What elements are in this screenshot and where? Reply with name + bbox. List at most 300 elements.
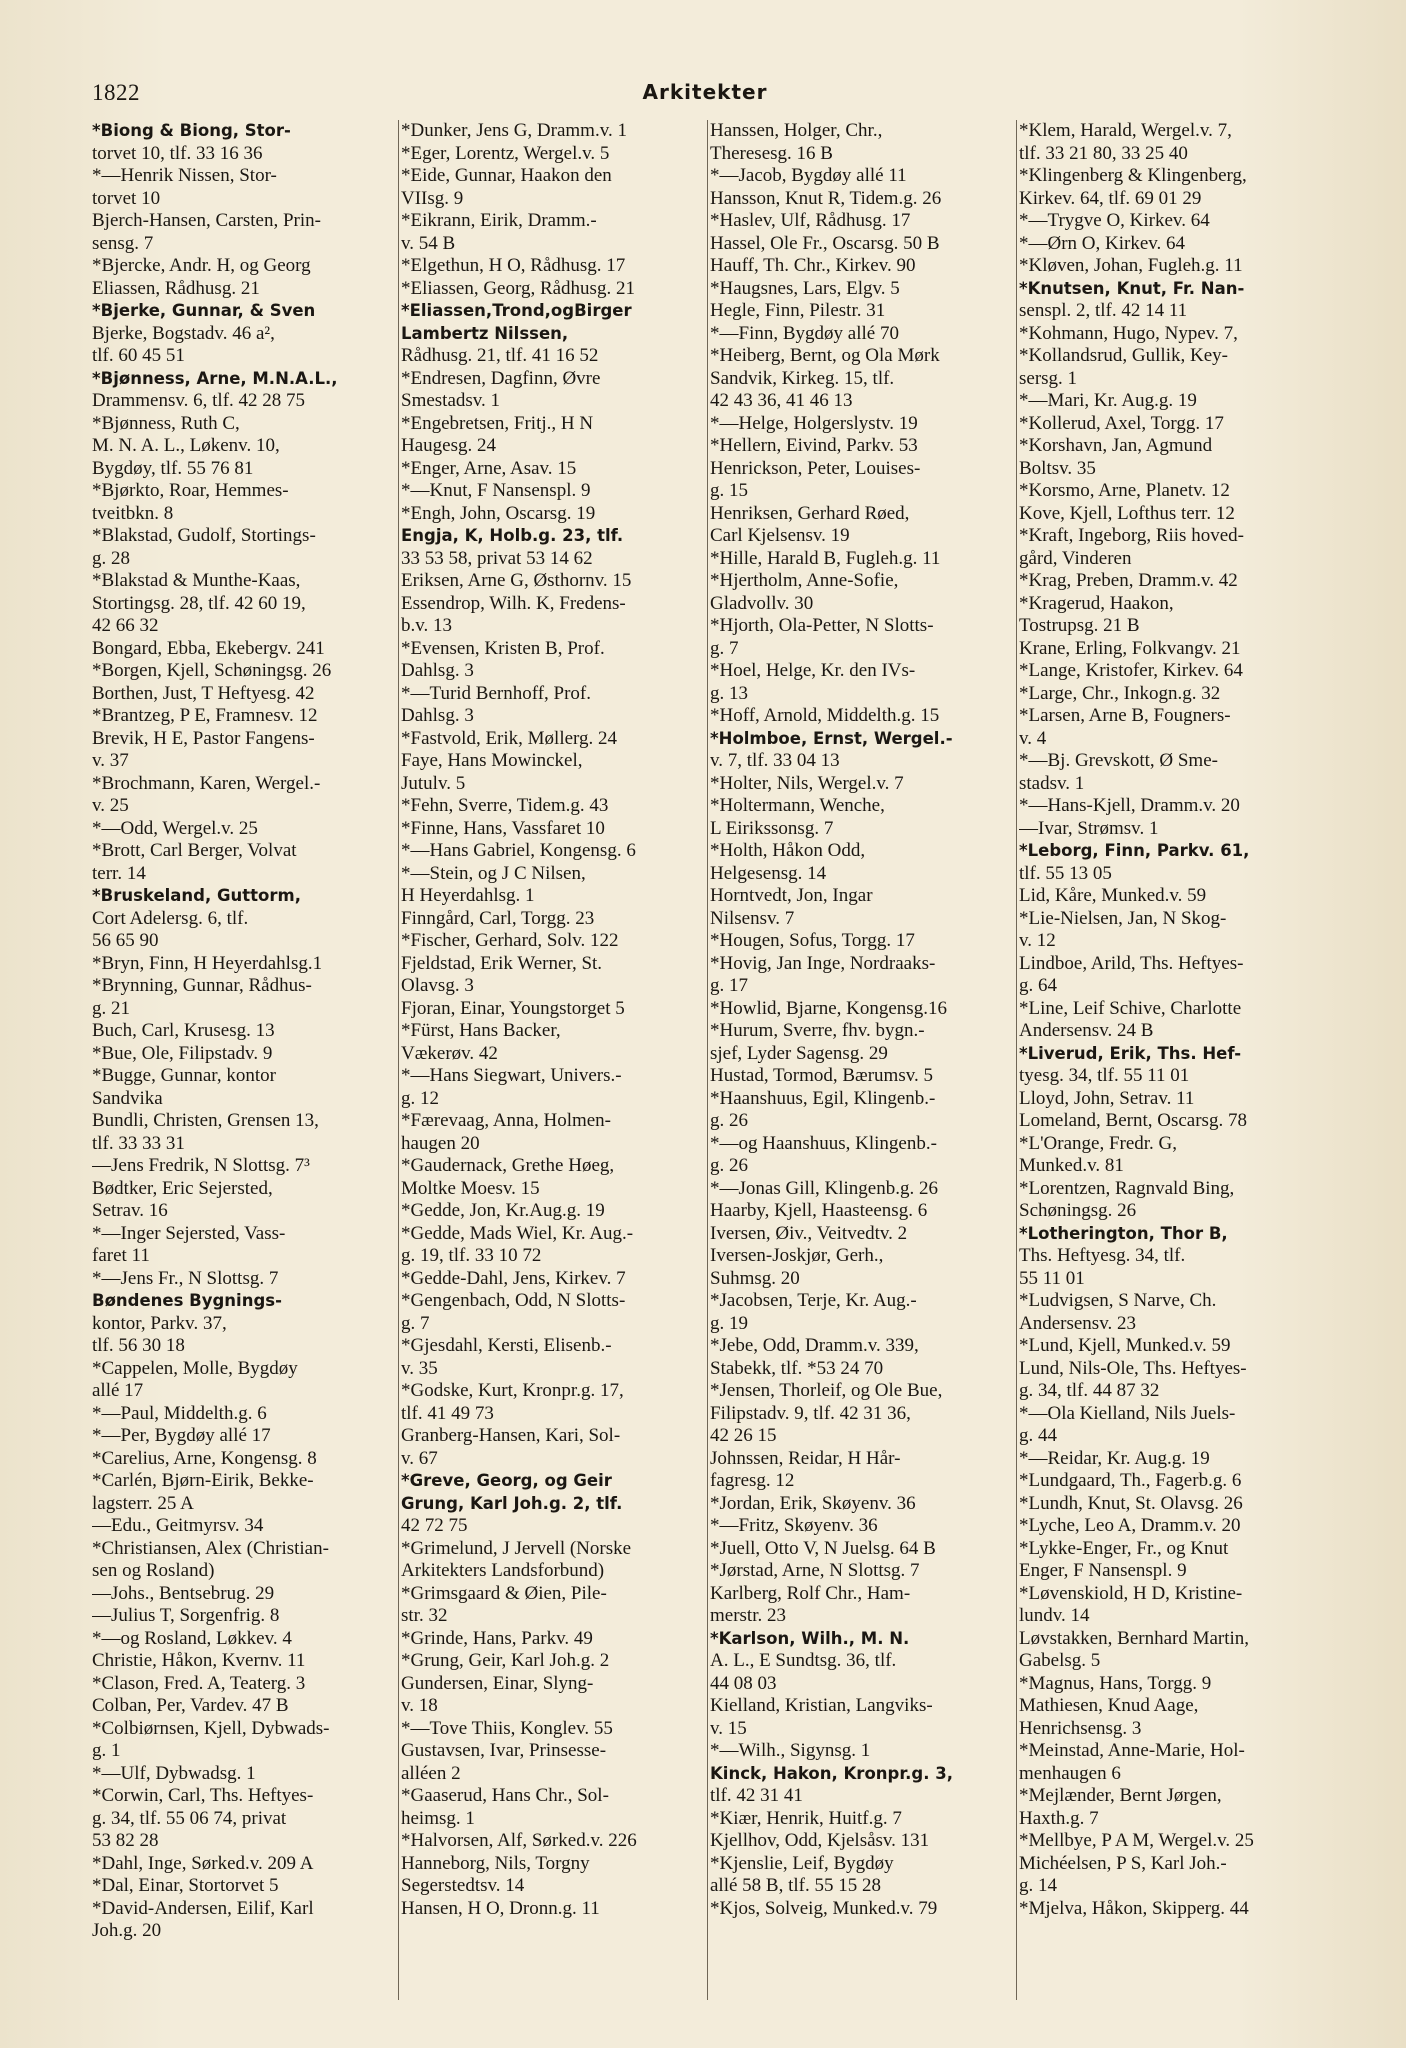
directory-entry-line: *Heiberg, Bernt, og Ola Mørk xyxy=(710,345,940,366)
directory-entry-line: g. 15 xyxy=(710,480,748,501)
directory-entry-line: *Lundh, Knut, St. Olavsg. 26 xyxy=(1019,1492,1243,1514)
directory-entry-line: haugen 20 xyxy=(401,1132,480,1154)
directory-entry-line: *Lundgaard, Th., Fagerb.g. 6 xyxy=(1019,1470,1242,1491)
directory-entry-line: Carl Kjelsensv. 19 xyxy=(710,525,850,546)
directory-entry-line: *Finne, Hans, Vassfaret 10 xyxy=(401,817,605,839)
directory-entry-line: Cort Adelersg. 6, tlf. xyxy=(92,907,249,929)
directory-entry-line: *—Odd, Wergel.v. 25 xyxy=(92,817,258,839)
directory-entry-line: Sandvika xyxy=(92,1087,163,1109)
directory-entry-line: *Gedde, Mads Wiel, Kr. Aug.- xyxy=(401,1222,634,1244)
directory-entry-line: Dahlsg. 3 xyxy=(401,705,474,726)
directory-entry-line: *Evensen, Kristen B, Prof. xyxy=(401,637,605,659)
directory-entry-line: *Lange, Kristofer, Kirkev. 64 xyxy=(1019,660,1243,681)
directory-entry-line: *Hoff, Arnold, Middelth.g. 15 xyxy=(710,705,940,726)
directory-entry-line: *—Bj. Grevskott, Ø Sme- xyxy=(1019,750,1218,771)
directory-entry-line: Gladvollv. 30 xyxy=(710,592,814,614)
directory-entry-line: v. 18 xyxy=(401,1695,438,1716)
directory-columns xyxy=(92,120,1318,2010)
directory-entry-line: allé 58 B, tlf. 55 15 28 xyxy=(710,1875,881,1896)
directory-entry-line: *Brochmann, Karen, Wergel.- xyxy=(92,772,321,794)
directory-entry-line: *Jensen, Thorleif, og Ole Bue, xyxy=(710,1380,943,1401)
directory-entry-line: Bødtker, Eric Sejersted, xyxy=(92,1177,273,1199)
directory-entry-line: Munked.v. 81 xyxy=(1019,1155,1124,1176)
directory-entry-line: Eriksen, Arne G, Østhornv. 15 xyxy=(401,570,632,591)
directory-entry-line: Lomeland, Bernt, Oscarsg. 78 xyxy=(1019,1110,1247,1131)
directory-entry-line: Tostrupsg. 21 B xyxy=(1019,615,1140,636)
directory-entry-line: *Eger, Lorentz, Wergel.v. 5 xyxy=(401,142,610,164)
directory-entry-line: *Kragerud, Haakon, xyxy=(1019,592,1174,614)
directory-entry-line: tlf. 41 49 73 xyxy=(401,1402,494,1424)
directory-entry-line: Smestadsv. 1 xyxy=(401,390,501,411)
directory-entry-line: Lid, Kåre, Munked.v. 59 xyxy=(1019,885,1207,906)
directory-entry-line: Lund, Nils-Ole, Ths. Heftyes- xyxy=(1019,1357,1247,1379)
directory-entry-line: *Hellern, Eivind, Parkv. 53 xyxy=(710,435,918,456)
directory-entry-line: Boltsv. 35 xyxy=(1019,457,1096,479)
directory-entry-line: *Holter, Nils, Wergel.v. 7 xyxy=(710,772,904,794)
directory-entry-line: *—Ørn O, Kirkev. 64 xyxy=(1019,232,1186,254)
directory-entry-line: *Gengenbach, Odd, N Slotts- xyxy=(401,1290,626,1311)
directory-entry-line: *Bjerke, Gunnar, & Sven xyxy=(92,301,316,320)
directory-entry-line: —Ivar, Strømsv. 1 xyxy=(1019,817,1159,839)
directory-entry-line: *Hougen, Sofus, Torgg. 17 xyxy=(710,930,915,951)
directory-entry-line: *Løvenskiold, H D, Kristine- xyxy=(1019,1582,1243,1604)
directory-entry-line: 42 72 75 xyxy=(401,1515,468,1536)
directory-entry-line: Grung, Karl Joh.g. 2, tlf. xyxy=(401,1493,623,1513)
directory-entry-line: *Mellbye, P A M, Wergel.v. 25 xyxy=(1019,1830,1254,1851)
directory-entry-line: Kjellhov, Odd, Kjelsåsv. 131 xyxy=(710,1830,930,1851)
directory-entry-line: b.v. 13 xyxy=(401,615,453,636)
directory-entry-line: Lindboe, Arild, Ths. Heftyes- xyxy=(1019,952,1244,974)
directory-entry-line: Granberg-Hansen, Kari, Sol- xyxy=(401,1425,621,1446)
directory-entry-line: *Fischer, Gerhard, Solv. 122 xyxy=(401,930,619,951)
directory-entry-line: *Engh, John, Oscarsg. 19 xyxy=(401,502,596,524)
directory-entry-line: sersg. 1 xyxy=(1019,367,1078,389)
directory-entry-line: *Bjønness, Ruth C, xyxy=(92,412,240,434)
directory-entry-line: gård, Vinderen xyxy=(1019,547,1132,569)
directory-entry-line: Johnssen, Reidar, H Hår- xyxy=(710,1447,901,1469)
directory-entry-line: sjef, Lyder Sagensg. 29 xyxy=(710,1042,888,1064)
directory-entry-line: *Haslev, Ulf, Rådhusg. 17 xyxy=(710,210,911,231)
directory-entry-line: M. N. A. L., Løkenv. 10, xyxy=(92,435,280,456)
directory-entry-line: Hansen, H O, Dronn.g. 11 xyxy=(401,1897,600,1919)
directory-entry-line: *Gaaserud, Hans Chr., Sol- xyxy=(401,1785,609,1806)
directory-entry-line: *Lie-Nielsen, Jan, N Skog- xyxy=(1019,907,1227,929)
directory-column-4 xyxy=(1019,120,1324,2010)
directory-entry-line: —Julius T, Sorgenfrig. 8 xyxy=(92,1605,280,1626)
directory-entry-line: g. 7 xyxy=(710,637,739,659)
directory-entry-line: *Godske, Kurt, Kronpr.g. 17, xyxy=(401,1380,624,1401)
directory-entry-line: Finngård, Carl, Torgg. 23 xyxy=(401,907,595,929)
directory-entry-line: Bongard, Ebba, Ekebergv. 241 xyxy=(92,637,325,659)
directory-entry-line: *Clason, Fred. A, Teaterg. 3 xyxy=(92,1672,306,1694)
directory-entry-line: Jutulv. 5 xyxy=(401,772,466,794)
directory-entry-line: 42 26 15 xyxy=(710,1425,777,1446)
directory-entry-line: *Large, Chr., Inkogn.g. 32 xyxy=(1019,682,1221,704)
directory-entry-line: *Jordan, Erik, Skøyenv. 36 xyxy=(710,1492,916,1514)
directory-entry-line: Kielland, Kristian, Langviks- xyxy=(710,1695,933,1716)
directory-entry-line: Bøndenes Bygnings- xyxy=(92,1291,282,1310)
directory-entry-line: *—Per, Bygdøy allé 17 xyxy=(92,1425,271,1446)
directory-entry-line: *Hoel, Helge, Kr. den IVs- xyxy=(710,660,916,681)
directory-entry-line: *Klem, Harald, Wergel.v. 7, xyxy=(1019,120,1232,141)
directory-entry-line: *Bruskeland, Guttorm, xyxy=(92,886,301,905)
page-title: Arkitekter xyxy=(642,80,768,104)
page-header xyxy=(92,80,1318,110)
directory-entry-line: *—Wilh., Sigynsg. 1 xyxy=(710,1740,871,1761)
directory-entry-line: *Gedde-Dahl, Jens, Kirkev. 7 xyxy=(401,1267,626,1289)
directory-entry-line: *Færevaag, Anna, Holmen- xyxy=(401,1110,612,1131)
directory-entry-line: 33 53 58, privat 53 14 62 xyxy=(401,547,593,569)
directory-entry-line: *L'Orange, Fredr. G, xyxy=(1019,1132,1178,1154)
directory-entry-line: *Hurum, Sverre, fhv. bygn.- xyxy=(710,1020,925,1041)
directory-entry-line: Hansson, Knut R, Tidem.g. 26 xyxy=(710,187,942,209)
directory-entry-line: *Kollandsrud, Gullik, Key- xyxy=(1019,345,1228,366)
directory-entry-line: kontor, Parkv. 37, xyxy=(92,1312,227,1334)
directory-entry-line: *Dahl, Inge, Sørked.v. 209 A xyxy=(92,1852,314,1874)
directory-entry-line: Bygdøy, tlf. 55 76 81 xyxy=(92,457,254,479)
directory-entry-line: Segerstedtsv. 14 xyxy=(401,1875,525,1896)
directory-entry-line: *Gjesdahl, Kersti, Elisenb.- xyxy=(401,1335,612,1356)
directory-entry-line: g. 19, tlf. 33 10 72 xyxy=(401,1245,542,1266)
directory-entry-line: 53 82 28 xyxy=(92,1830,159,1851)
directory-entry-line: *—Ulf, Dybwadsg. 1 xyxy=(92,1762,256,1784)
directory-entry-line: *Lyche, Leo A, Dramm.v. 20 xyxy=(1019,1515,1241,1536)
directory-entry-line: Theresesg. 16 B xyxy=(710,142,833,164)
page-number: 1822 xyxy=(92,80,140,105)
directory-entry-line: *—Henrik Nissen, Stor- xyxy=(92,165,277,186)
directory-entry-line: Borthen, Just, T Heftyesg. 42 xyxy=(92,682,315,704)
directory-entry-line: *—Hans Gabriel, Kongensg. 6 xyxy=(401,840,636,861)
directory-entry-line: Faye, Hans Mowinckel, xyxy=(401,750,583,771)
directory-entry-line: *Grimsgaard & Øien, Pile- xyxy=(401,1582,607,1604)
directory-entry-line: *—Tove Thiis, Konglev. 55 xyxy=(401,1717,613,1739)
directory-entry-line: g. 14 xyxy=(1019,1875,1057,1896)
directory-entry-line: sen og Rosland) xyxy=(92,1560,215,1581)
directory-entry-line: *Bugge, Gunnar, kontor xyxy=(92,1065,276,1086)
directory-entry-line: Stortingsg. 28, tlf. 42 60 19, xyxy=(92,592,306,614)
directory-entry-line: *Blakstad, Gudolf, Stortings- xyxy=(92,525,316,546)
directory-entry-line: *Lund, Kjell, Munked.v. 59 xyxy=(1019,1335,1231,1356)
directory-entry-line: *—Trygve O, Kirkev. 64 xyxy=(1019,210,1210,231)
directory-entry-line: torvet 10, tlf. 33 16 36 xyxy=(92,142,263,164)
directory-entry-line: *Bue, Ole, Filipstadv. 9 xyxy=(92,1042,273,1064)
directory-entry-line: terr. 14 xyxy=(92,862,146,884)
directory-entry-line: g. 44 xyxy=(1019,1425,1057,1446)
directory-entry-line: v. 12 xyxy=(1019,930,1056,951)
directory-entry-line: *Grinde, Hans, Parkv. 49 xyxy=(401,1627,593,1649)
directory-entry-line: *—Reidar, Kr. Aug.g. 19 xyxy=(1019,1447,1210,1469)
directory-entry-line: *Hovig, Jan Inge, Nordraaks- xyxy=(710,952,936,974)
directory-entry-line: *Haugsnes, Lars, Elgv. 5 xyxy=(710,277,900,299)
directory-entry-line: *Holmboe, Ernst, Wergel.- xyxy=(710,728,953,748)
directory-entry-line: *Grimelund, J Jervell (Norske xyxy=(401,1537,632,1559)
directory-entry-line: *Lykke-Enger, Fr., og Knut xyxy=(1019,1537,1229,1559)
directory-entry-line: alléen 2 xyxy=(401,1762,461,1784)
directory-entry-line: Lloyd, John, Setrav. 11 xyxy=(1019,1087,1195,1109)
directory-entry-line: *Juell, Otto V, N Juelsg. 64 B xyxy=(710,1537,936,1559)
directory-entry-line: *Ludvigsen, S Narve, Ch. xyxy=(1019,1290,1217,1311)
directory-entry-line: *Knutsen, Knut, Fr. Nan- xyxy=(1019,278,1245,298)
directory-entry-line: tlf. 42 31 41 xyxy=(710,1785,803,1806)
directory-entry-line: Christie, Håkon, Kvernv. 11 xyxy=(92,1650,306,1671)
directory-entry-line: *Halvorsen, Alf, Sørked.v. 226 xyxy=(401,1830,637,1851)
directory-entry-line: tveitbkn. 8 xyxy=(92,502,174,524)
directory-entry-line: str. 32 xyxy=(401,1605,448,1626)
directory-entry-line: *Corwin, Carl, Ths. Heftyes- xyxy=(92,1785,314,1806)
directory-entry-line: g. 21 xyxy=(92,997,130,1019)
directory-entry-line: Essendrop, Wilh. K, Fredens- xyxy=(401,592,626,614)
directory-entry-line: 42 43 36, 41 46 13 xyxy=(710,390,853,411)
directory-entry-line: tlf. 33 21 80, 33 25 40 xyxy=(1019,142,1188,164)
directory-entry-line: Eliassen, Rådhusg. 21 xyxy=(92,277,260,299)
directory-entry-line: *Hille, Harald B, Fugleh.g. 11 xyxy=(710,547,941,569)
directory-entry-line: Iversen-Joskjør, Gerh., xyxy=(710,1245,884,1266)
directory-entry-line: *Brynning, Gunnar, Rådhus- xyxy=(92,975,312,996)
directory-entry-line: *Haanshuus, Egil, Klingenb.- xyxy=(710,1087,936,1109)
directory-entry-line: Hanneborg, Nils, Torgny xyxy=(401,1852,590,1874)
directory-entry-line: Suhmsg. 20 xyxy=(710,1267,800,1289)
directory-entry-line: *Eide, Gunnar, Haakon den xyxy=(401,165,612,186)
directory-entry-line: g. 28 xyxy=(92,547,130,569)
directory-entry-line: tlf. 56 30 18 xyxy=(92,1335,185,1356)
directory-entry-line: Løvstakken, Bernhard Martin, xyxy=(1019,1627,1250,1649)
directory-entry-line: A. L., E Sundtsg. 36, tlf. xyxy=(710,1650,897,1671)
directory-entry-line: *Kiær, Henrik, Huitf.g. 7 xyxy=(710,1807,902,1829)
directory-entry-line: Drammensv. 6, tlf. 42 28 75 xyxy=(92,390,306,411)
directory-entry-line: menhaugen 6 xyxy=(1019,1762,1121,1784)
directory-entry-line: Gabelsg. 5 xyxy=(1019,1650,1101,1671)
directory-entry-line: *Kohmann, Hugo, Nypev. 7, xyxy=(1019,322,1238,344)
directory-entry-line: *—Finn, Bygdøy allé 70 xyxy=(710,322,899,344)
directory-entry-line: *—Hans-Kjell, Dramm.v. 20 xyxy=(1019,795,1240,816)
directory-entry-line: g. 34, tlf. 44 87 32 xyxy=(1019,1380,1160,1401)
directory-entry-line: *Dal, Einar, Stortorvet 5 xyxy=(92,1875,279,1896)
directory-entry-line: senspl. 2, tlf. 42 14 11 xyxy=(1019,300,1188,321)
directory-entry-line: *Holth, Håkon Odd, xyxy=(710,840,866,861)
directory-entry-line: g. 64 xyxy=(1019,975,1057,996)
directory-entry-line: *—Turid Bernhoff, Prof. xyxy=(401,682,592,704)
directory-entry-line: *Brantzeg, P E, Framnesv. 12 xyxy=(92,705,318,726)
directory-entry-line: v. 7, tlf. 33 04 13 xyxy=(710,750,840,771)
directory-entry-line: Vækerøv. 42 xyxy=(401,1042,498,1064)
directory-entry-line: lundv. 14 xyxy=(1019,1605,1090,1626)
directory-entry-line: *Blakstad & Munthe-Kaas, xyxy=(92,570,301,591)
directory-entry-line: *Karlson, Wilh., M. N. xyxy=(710,1628,910,1648)
directory-entry-line: v. 25 xyxy=(92,795,129,816)
directory-entry-line: *Gedde, Jon, Kr.Aug.g. 19 xyxy=(401,1200,605,1221)
directory-entry-line: *Kraft, Ingeborg, Riis hoved- xyxy=(1019,525,1244,546)
directory-entry-line: tlf. 33 33 31 xyxy=(92,1132,185,1154)
directory-entry-line: *Carelius, Arne, Kongensg. 8 xyxy=(92,1447,317,1469)
directory-entry-line: *Howlid, Bjarne, Kongensg.16 xyxy=(710,997,947,1019)
directory-entry-line: *—og Rosland, Løkkev. 4 xyxy=(92,1627,292,1649)
directory-entry-line: 44 08 03 xyxy=(710,1672,777,1694)
directory-entry-line: sensg. 7 xyxy=(92,232,154,254)
directory-entry-line: Lambertz Nilssen, xyxy=(401,323,569,343)
directory-entry-line: g. 26 xyxy=(710,1110,748,1131)
directory-entry-line: *Colbiørnsen, Kjell, Dybwads- xyxy=(92,1717,330,1739)
directory-entry-line: v. 67 xyxy=(401,1447,438,1469)
directory-entry-line: *Carlén, Bjørn-Eirik, Bekke- xyxy=(92,1470,314,1491)
directory-entry-line: stadsv. 1 xyxy=(1019,772,1085,794)
directory-entry-line: *—Fritz, Skøyenv. 36 xyxy=(710,1515,878,1536)
directory-entry-line: *Holtermann, Wenche, xyxy=(710,795,885,816)
directory-entry-line: *—Stein, og J C Nilsen, xyxy=(401,862,586,884)
directory-entry-line: Bundli, Christen, Grensen 13, xyxy=(92,1110,319,1131)
directory-entry-line: *Bjørkto, Roar, Hemmes- xyxy=(92,480,289,501)
directory-entry-line: *—Helge, Holgerslystv. 19 xyxy=(710,412,918,434)
directory-entry-line: Horntvedt, Jon, Ingar xyxy=(710,885,873,906)
directory-entry-line: *Hjertholm, Anne-Sofie, xyxy=(710,570,899,591)
directory-entry-line: *Jørstad, Arne, N Slottsg. 7 xyxy=(710,1560,920,1581)
directory-entry-line: *Hjorth, Ola-Petter, N Slotts- xyxy=(710,615,934,636)
directory-entry-line: *Brott, Carl Berger, Volvat xyxy=(92,840,297,861)
directory-entry-line: Henrickson, Peter, Louises- xyxy=(710,457,921,479)
directory-entry-line: lagsterr. 25 A xyxy=(92,1492,194,1514)
directory-entry-line: Dahlsg. 3 xyxy=(401,660,474,681)
directory-entry-line: *Fürst, Hans Backer, xyxy=(401,1020,561,1041)
directory-entry-line: Hanssen, Holger, Chr., xyxy=(710,120,883,141)
directory-entry-line: *Borgen, Kjell, Schøningsg. 26 xyxy=(92,660,332,681)
directory-entry-line: Bjerke, Bogstadv. 46 a², xyxy=(92,322,275,344)
directory-entry-line: Colban, Per, Vardev. 47 B xyxy=(92,1695,289,1716)
directory-entry-line: torvet 10 xyxy=(92,187,161,209)
directory-entry-line: *—Jacob, Bygdøy allé 11 xyxy=(710,165,907,186)
directory-entry-line: g. 26 xyxy=(710,1155,748,1176)
directory-entry-line: Joh.g. 20 xyxy=(92,1920,162,1941)
directory-entry-line: fagresg. 12 xyxy=(710,1470,795,1491)
directory-entry-line: Mathiesen, Knud Aage, xyxy=(1019,1695,1199,1716)
directory-entry-line: 55 11 01 xyxy=(1019,1267,1085,1289)
directory-entry-line: tlf. 60 45 51 xyxy=(92,345,185,366)
directory-entry-line: Engja, K, Holb.g. 23, tlf. xyxy=(401,526,624,545)
directory-entry-line: *Bjercke, Andr. H, og Georg xyxy=(92,255,311,276)
directory-entry-line: *Elgethun, H O, Rådhusg. 17 xyxy=(401,255,626,276)
directory-entry-line: *Eikrann, Eirik, Dramm.- xyxy=(401,210,597,231)
directory-entry-line: Haxth.g. 7 xyxy=(1019,1807,1099,1829)
directory-entry-line: Hegle, Finn, Pilestr. 31 xyxy=(710,300,886,321)
directory-entry-line: 42 66 32 xyxy=(92,615,159,636)
directory-entry-line: *—Paul, Middelth.g. 6 xyxy=(92,1402,267,1424)
directory-column-2 xyxy=(401,120,706,2010)
directory-entry-line: Haarby, Kjell, Haasteensg. 6 xyxy=(710,1200,928,1221)
directory-entry-line: Hustad, Tormod, Bærumsv. 5 xyxy=(710,1065,933,1086)
directory-entry-line: g. 13 xyxy=(710,682,748,704)
directory-entry-line: Buch, Carl, Krusesg. 13 xyxy=(92,1020,275,1041)
directory-entry-line: Filipstadv. 9, tlf. 42 31 36, xyxy=(710,1402,911,1424)
directory-entry-line: g. 19 xyxy=(710,1312,748,1334)
directory-entry-line: *Leborg, Finn, Parkv. 61, xyxy=(1019,841,1250,860)
directory-entry-line: *Mejlænder, Bernt Jørgen, xyxy=(1019,1785,1222,1806)
directory-entry-line: v. 15 xyxy=(710,1717,747,1739)
directory-entry-line: v. 37 xyxy=(92,750,129,771)
directory-entry-line: Arkitekters Landsforbund) xyxy=(401,1560,605,1581)
directory-entry-line: *Jebe, Odd, Dramm.v. 339, xyxy=(710,1335,919,1356)
directory-entry-line: *—Inger Sejersted, Vass- xyxy=(92,1222,286,1244)
column-divider xyxy=(1016,120,1017,2000)
directory-entry-line: g. 12 xyxy=(401,1087,439,1109)
directory-entry-line: H Heyerdahlsg. 1 xyxy=(401,885,535,906)
directory-entry-line: Hauff, Th. Chr., Kirkev. 90 xyxy=(710,255,916,276)
directory-entry-line: Helgesensg. 14 xyxy=(710,862,827,884)
directory-entry-line: v. 4 xyxy=(1019,727,1047,749)
directory-entry-line: *Fastvold, Erik, Møllerg. 24 xyxy=(401,727,618,749)
directory-entry-line: Schøningsg. 26 xyxy=(1019,1200,1137,1221)
directory-entry-line: *Christiansen, Alex (Christian- xyxy=(92,1537,329,1559)
directory-entry-line: *Endresen, Dagfinn, Øvre xyxy=(401,367,601,389)
directory-entry-line: *Eliassen, Georg, Rådhusg. 21 xyxy=(401,277,635,299)
column-divider xyxy=(707,120,708,2000)
directory-column-3 xyxy=(710,120,1015,2010)
directory-entry-line: Brevik, H E, Pastor Fangens- xyxy=(92,727,315,749)
directory-entry-line: *—Ola Kielland, Nils Juels- xyxy=(1019,1402,1236,1424)
directory-entry-line: *—Jens Fr., N Slottsg. 7 xyxy=(92,1267,279,1289)
directory-entry-line: Andersensv. 24 B xyxy=(1019,1020,1154,1041)
directory-entry-line: *—Knut, F Nansenspl. 9 xyxy=(401,480,591,501)
directory-entry-line: *Meinstad, Anne-Marie, Hol- xyxy=(1019,1740,1245,1761)
directory-entry-line: Henriksen, Gerhard Røed, xyxy=(710,502,910,524)
directory-entry-line: *Jacobsen, Terje, Kr. Aug.- xyxy=(710,1290,917,1311)
directory-column-1 xyxy=(92,120,397,2010)
directory-entry-line: *—Mari, Kr. Aug.g. 19 xyxy=(1019,390,1197,411)
directory-entry-line: *Lotherington, Thor B, xyxy=(1019,1223,1228,1243)
directory-entry-line: *David-Andersen, Eilif, Karl xyxy=(92,1897,314,1919)
directory-entry-line: Kinck, Hakon, Kronpr.g. 3, xyxy=(710,1763,953,1783)
directory-entry-line: Michéelsen, P S, Karl Joh.- xyxy=(1019,1852,1227,1874)
directory-entry-line: *Grung, Geir, Karl Joh.g. 2 xyxy=(401,1650,610,1671)
directory-entry-line: g. 1 xyxy=(92,1740,121,1761)
directory-entry-line: Gustavsen, Ivar, Prinsesse- xyxy=(401,1740,607,1761)
directory-entry-line: Olavsg. 3 xyxy=(401,975,474,996)
directory-entry-line: *Lorentzen, Ragnvald Bing, xyxy=(1019,1177,1235,1199)
directory-entry-line: Rådhusg. 21, tlf. 41 16 52 xyxy=(401,345,599,366)
directory-entry-line: *Dunker, Jens G, Dramm.v. 1 xyxy=(401,120,627,141)
directory-entry-line: *Greve, Georg, og Geir xyxy=(401,1471,612,1490)
directory-entry-line: *Eliassen,Trond,ogBirger xyxy=(401,301,632,320)
directory-entry-line: —Jens Fredrik, N Slottsg. 7³ xyxy=(92,1155,310,1176)
directory-entry-line: Fjoran, Einar, Youngstorget 5 xyxy=(401,997,625,1019)
directory-entry-line: Kirkev. 64, tlf. 69 01 29 xyxy=(1019,187,1202,209)
directory-entry-line: Krane, Erling, Folkvangv. 21 xyxy=(1019,637,1241,659)
directory-entry-line: *Biong & Biong, Stor- xyxy=(92,121,291,140)
directory-entry-line: Moltke Moesv. 15 xyxy=(401,1177,540,1199)
directory-entry-line: g. 17 xyxy=(710,975,748,996)
directory-entry-line: Karlberg, Rolf Chr., Ham- xyxy=(710,1582,911,1604)
directory-entry-line: *Korshavn, Jan, Agmund xyxy=(1019,435,1213,456)
directory-entry-line: *Kjos, Solveig, Munked.v. 79 xyxy=(710,1897,938,1919)
directory-entry-line: Sandvik, Kirkeg. 15, tlf. xyxy=(710,367,895,389)
directory-entry-line: *Bjønness, Arne, M.N.A.L., xyxy=(92,368,338,388)
directory-entry-line: L Eirikssonsg. 7 xyxy=(710,817,834,839)
directory-entry-line: heimsg. 1 xyxy=(401,1807,475,1829)
directory-entry-line: Kove, Kjell, Lofthus terr. 12 xyxy=(1019,502,1235,524)
directory-entry-line: allé 17 xyxy=(92,1380,144,1401)
directory-entry-line: *Engebretsen, Fritj., H N xyxy=(401,412,594,434)
directory-entry-line: v. 35 xyxy=(401,1357,438,1379)
directory-entry-line: *Larsen, Arne B, Fougners- xyxy=(1019,705,1231,726)
directory-entry-line: —Edu., Geitmyrsv. 34 xyxy=(92,1515,264,1536)
directory-entry-line: *Klingenberg & Klingenberg, xyxy=(1019,165,1247,186)
directory-entry-line: g. 7 xyxy=(401,1312,430,1334)
directory-entry-line: Fjeldstad, Erik Werner, St. xyxy=(401,952,603,974)
directory-entry-line: *Magnus, Hans, Torgg. 9 xyxy=(1019,1672,1212,1694)
directory-entry-line: g. 34, tlf. 55 06 74, privat xyxy=(92,1807,287,1829)
directory-entry-line: tlf. 55 13 05 xyxy=(1019,862,1112,884)
directory-entry-line: *Line, Leif Schive, Charlotte xyxy=(1019,997,1242,1019)
directory-entry-line: —Johs., Bentsebrug. 29 xyxy=(92,1582,275,1604)
directory-entry-line: v. 54 B xyxy=(401,232,456,254)
directory-entry-line: *—Hans Siegwart, Univers.- xyxy=(401,1065,622,1086)
